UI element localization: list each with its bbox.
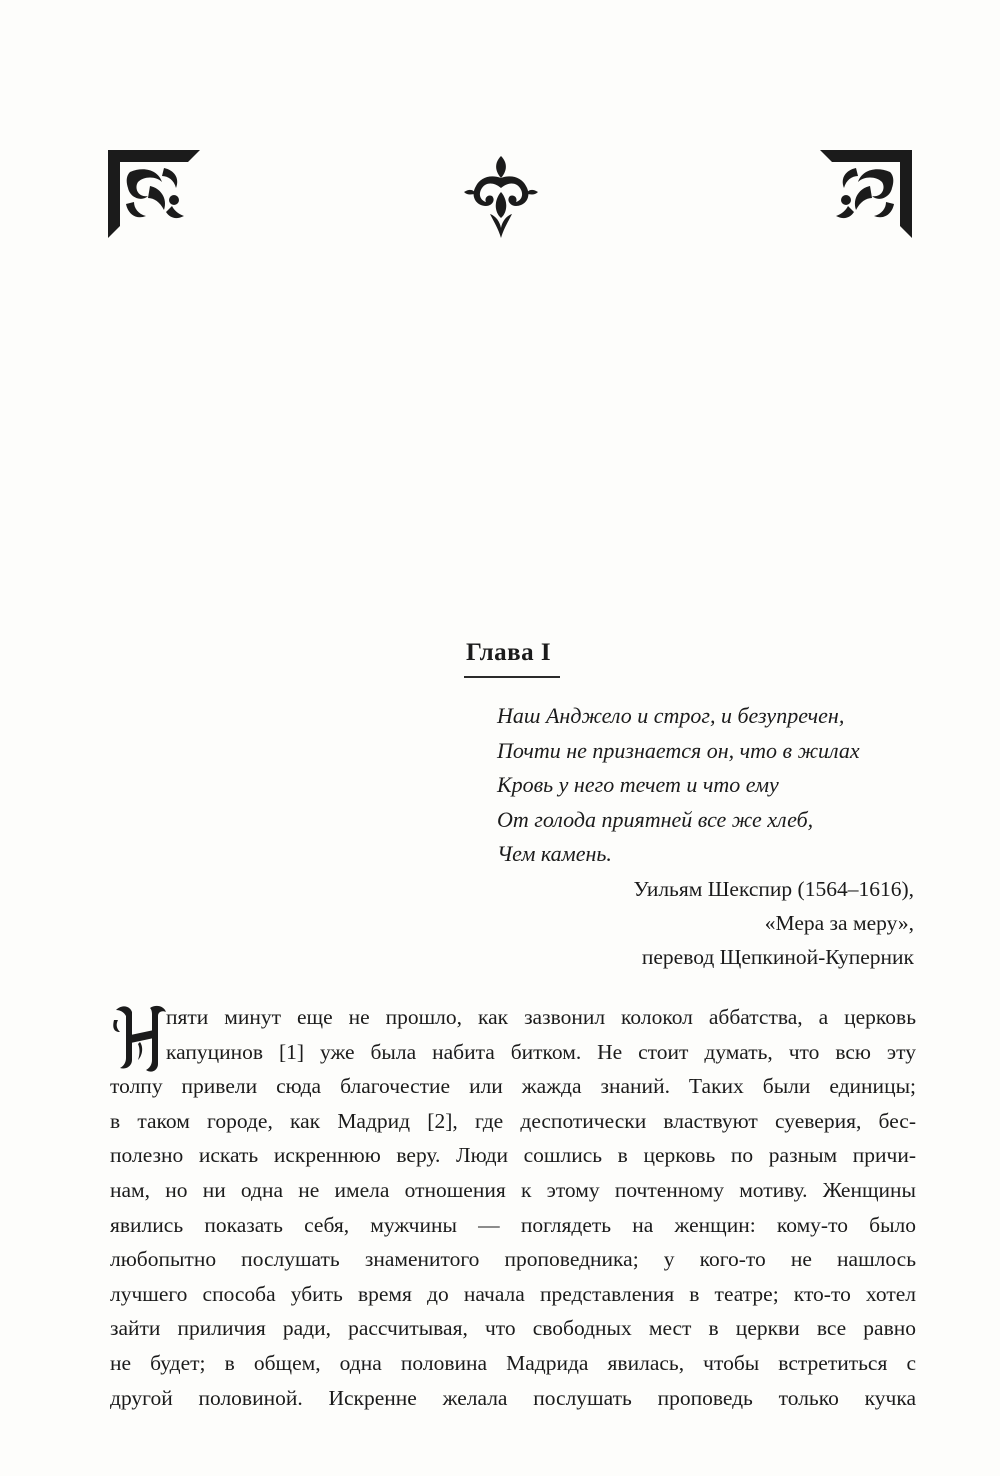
epigraph-line: От голода приятней все же хлеб, [497,806,814,832]
epigraph-line: Наш Анджело и строг, и безупречен, [497,703,845,728]
body-line: в таком городе, как Мадрид [2], где деспотически властвуют суеверия, бес- [110,1108,916,1133]
corner-ornament-right-icon [816,146,916,242]
attribution-work: «Мера за меру», [764,911,914,935]
chapter-title: Глава I [466,639,552,666]
attribution-translator: перевод Щепкиной-Куперник [641,945,914,969]
epigraph-line: Чем камень. [497,841,612,866]
body-line: любопытно послушать знаменитого проповедника; у кого-то не нашлось [110,1247,916,1272]
body-paragraph [110,1000,916,1415]
fleuron-icon [460,152,542,240]
body-line: капуцинов [1] уже была набита битком. Не стоит думать, что всю эту [166,1039,916,1064]
body-line: другой половиной. Искренне желала послушать проповедь только кучка [110,1385,916,1410]
epigraph-attribution [414,872,914,974]
attribution-author: Уильям Шекспир (1564–1616), [633,877,914,901]
body-line: зайти приличия ради, рассчитывая, что свободных мест в церкви все равно [110,1316,916,1341]
body-line: явились показать себя, мужчины — поглядеть на женщин: кому-то было [110,1212,916,1237]
body-line: пяти минут еще не прошло, как зазвонил колокол аббатства, а церковь [166,1005,916,1029]
body-line: нам, но ни одна не имела отношения к этому почтенному мотиву. Женщины [110,1177,916,1202]
body-line: лучшего способа убить время до начала представления в театре; кто-то хотел [110,1281,916,1306]
dropcap-letter: Н [110,1002,111,1003]
body-line: не будет; в общем, одна половина Мадрида явилась, чтобы встретиться с [110,1350,916,1375]
title-underline [464,676,560,678]
corner-ornament-left-icon [104,146,204,242]
epigraph [497,699,927,872]
body-line: полезно искать искреннюю веру. Люди сошлись в церковь по разным причи- [110,1143,916,1168]
epigraph-line: Кровь у него течет и что ему [497,772,779,797]
body-line: толпу привели сюда благочестие или жажда знаний. Таких были единицы; [110,1074,916,1099]
epigraph-line: Почти не признается он, что в жилах [497,737,860,763]
